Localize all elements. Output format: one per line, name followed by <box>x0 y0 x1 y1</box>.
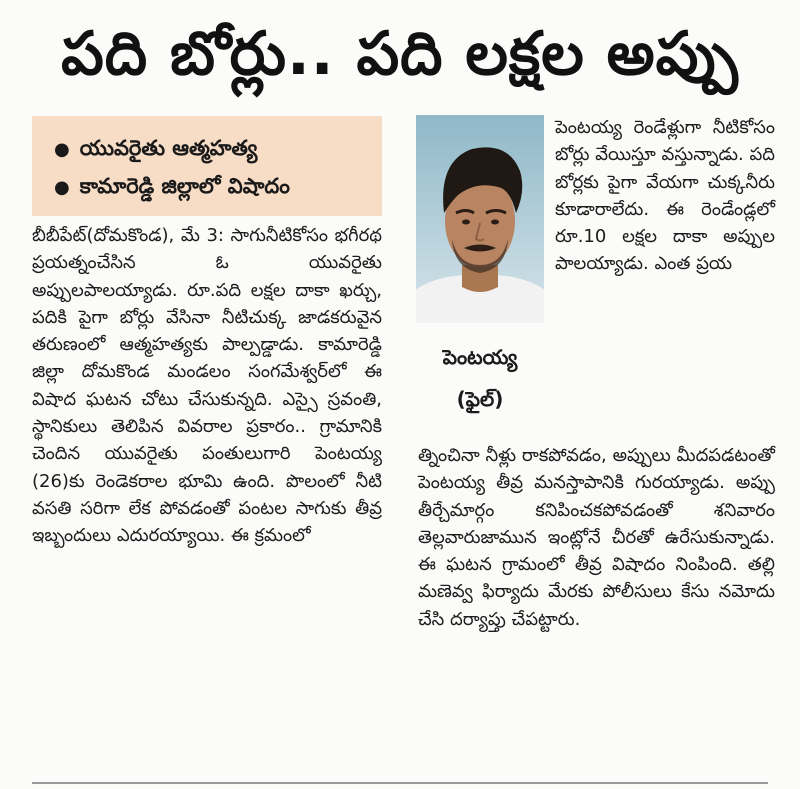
subhead-item <box>54 128 257 168</box>
photo-caption-name: పెంటయ్య <box>442 345 518 369</box>
headline: పది బోర్లు.. పది లక్షల అప్పు <box>61 19 739 89</box>
article-body-left: బీబీపేట్(దోమకొండ), మే 3: సాగునీటికోసం భగీరథ ప్రయత్నంచేసిన ఓ యువరైతు అప్పులపాలయ్యాడు. రూ.పది లక్షల దాకా ఖర్చు, పదికి పైగా బోర్లు వేసినా నీటిచుక్క జాడకరువైన తరుణంలో ఆత్మహత్యకు పాల్పడ్డాడు. కామారెడ్డి జిల్లా దోమకొండ మండలం సంగమేశ్వర్‌లో ఈ విషాద ఘటన చోటు చేసుకున్నది. ఎస్సై స్రవంతి, స్థానికులు తెలిపిన వివరాల ప్రకారం.. గ్రామానికి చెందిన యువరైతు పంతులుగారి పెంటయ్య (26)కు రెండెకరాల భూమి ఉంది. పొలంలో నీటి వసతి సరిగా లేక పోవడంతో పంటల సాగుకు తీవ్ర ఇబ్బందులు ఎదురయ్యాయి. ఈ క్రమంలో <box>32 225 382 547</box>
subheads-box <box>32 116 382 216</box>
bullet-icon: ● <box>54 177 70 198</box>
photo-caption <box>416 336 544 420</box>
article-body-bottom: త్నించినా నీళ్లు రాకపోవడం, అప్పులు మీదపడటంతో పెంటయ్య తీవ్ర మనస్తాపానికి గురయ్యాడు. అప్పు తీర్చేమార్గం కనిపించకపోవడంతో శనివారం తెల్లవారుజామున ఇంట్లోనే చీరతో ఉరేసుకున్నాడు. ఈ ఘటన గ్రామంలో తీవ్ర విషాదం నింపింది. తల్లి మణెవ్వ ఫిర్యాదు మేరకు పోలీసులు కేసు నమోదు చేసి దర్యాప్తు చేపట్టారు. <box>418 445 775 630</box>
portrait-photo <box>416 115 544 323</box>
photo-caption-tag: (ఫైల్) <box>456 387 504 411</box>
subhead-text: కామారెడ్డి జిల్లాలో విషాదం <box>79 174 290 198</box>
portrait-illustration <box>416 115 544 323</box>
subhead-text: యువరైతు ఆత్మహత్య <box>79 136 258 160</box>
divider <box>32 782 768 784</box>
subhead-item <box>54 166 290 206</box>
bullet-icon: ● <box>54 139 70 160</box>
article-body-right: పెంటయ్య రెండేళ్లుగా నీటికోసం బోర్లు వేయిస్తూ వస్తున్నాడు. పది బోర్లకు పైగా వేయగా చుక్కనీరు కూడారాలేదు. ఈ రెండేండ్లలో రూ.10 లక్షల దాకా అప్పుల పాలయ్యాడు. ఎంత ప్రయ <box>555 117 775 275</box>
